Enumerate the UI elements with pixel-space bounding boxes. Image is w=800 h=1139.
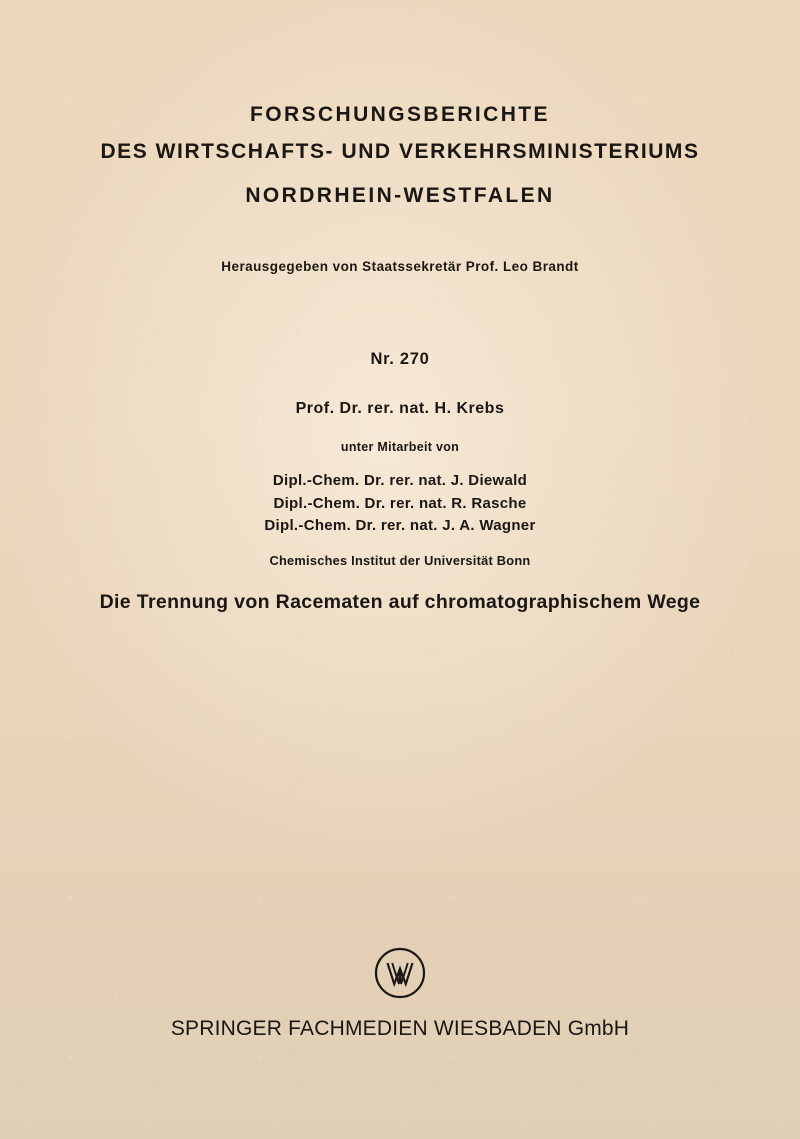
series-line-nordrhein-westfalen: NORDRHEIN-WESTFALEN bbox=[245, 184, 555, 207]
series-line-ministerium: DES WIRTSCHAFTS- UND VERKEHRSMINISTERIUMS bbox=[100, 140, 700, 163]
series-line-forschungsberichte: FORSCHUNGSBERICHTE bbox=[250, 103, 550, 126]
publisher-name: SPRINGER FACHMEDIEN WIESBADEN GmbH bbox=[170, 1017, 630, 1040]
series-heading bbox=[0, 100, 800, 218]
publisher-logo-icon bbox=[370, 943, 430, 1003]
editor-credit: Herausgegeben von Staatssekretär Prof. Leo Brandt bbox=[221, 259, 579, 274]
primary-author: Prof. Dr. rer. nat. H. Krebs bbox=[295, 400, 505, 417]
contributors-intro: unter Mitarbeit von bbox=[340, 440, 460, 454]
contributor-name: Dipl.-Chem. Dr. rer. nat. J. A. Wagner bbox=[264, 517, 536, 534]
contributor-name: Dipl.-Chem. Dr. rer. nat. J. Diewald bbox=[272, 472, 528, 489]
contributors-list bbox=[0, 470, 800, 538]
publisher-block bbox=[0, 943, 800, 1041]
author-block bbox=[0, 398, 800, 571]
institute-affiliation: Chemisches Institut der Universität Bonn bbox=[269, 552, 531, 568]
contributor-name: Dipl.-Chem. Dr. rer. nat. R. Rasche bbox=[273, 494, 527, 512]
issue-number: Nr. 270 bbox=[370, 350, 430, 368]
book-title: Die Trennung von Racematen auf chromatographischem Wege bbox=[99, 591, 701, 613]
